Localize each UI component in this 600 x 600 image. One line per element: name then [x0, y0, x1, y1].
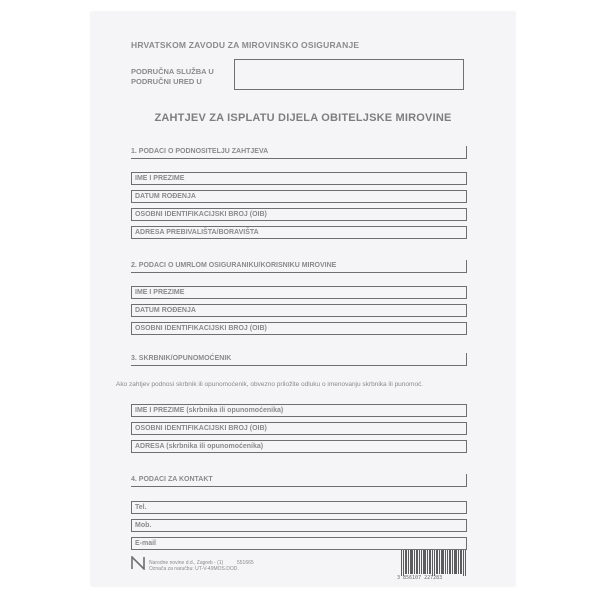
publisher-logo-icon	[131, 556, 145, 570]
section-3-heading: 3. SKRBNIK/OPUNOMOĆENIK	[131, 353, 467, 366]
deceased-oib-field[interactable]: OSOBNI IDENTIFIKACIJSKI BROJ (OIB)	[131, 322, 467, 335]
branch-label-line2: PODRUČNI URED U	[131, 77, 202, 86]
deceased-name-field[interactable]: IME I PREZIME	[131, 286, 467, 299]
form-title: ZAHTJEV ZA ISPLATU DIJELA OBITELJSKE MIROVINE	[154, 112, 452, 124]
contact-email-field[interactable]: E-mail	[131, 537, 467, 550]
applicant-address-field[interactable]: ADRESA PREBIVALIŠTA/BORAVIŠTA	[131, 226, 467, 239]
guardian-address-field[interactable]: ADRESA (skrbnika ili opunomoćenika)	[131, 440, 467, 453]
barcode-icon	[401, 550, 467, 576]
deceased-birthdate-field[interactable]: DATUM ROĐENJA	[131, 304, 467, 317]
branch-label	[131, 67, 214, 87]
applicant-birthdate-field[interactable]: DATUM ROĐENJA	[131, 190, 467, 203]
section-2-heading: 2. PODACI O UMRLOM OSIGURANIKU/KORISNIKU MIROVINE	[131, 260, 467, 273]
form-sheet	[91, 12, 515, 586]
branch-label-line1: PODRUČNA SLUŽBA U	[131, 67, 214, 76]
authority-name: HRVATSKOM ZAVODU ZA MIROVINSKO OSIGURANJE	[131, 40, 360, 50]
contact-mob-field[interactable]: Mob.	[131, 519, 467, 532]
section-1-heading: 1. PODACI O PODNOSITELJU ZAHTJEVA	[131, 146, 467, 159]
applicant-name-field[interactable]: IME I PREZIME	[131, 172, 467, 185]
guardian-note: Ako zahtjev podnosi skrbnik ili opunomoćenik, obvezno priložite odluku o imenovanju skrbnika ili punomoć.	[116, 381, 424, 388]
section-4-heading: 4. PODACI ZA KONTAKT	[131, 474, 467, 487]
publisher-code: 551665	[237, 560, 254, 566]
publisher-line1: Narodne novine d.d., Zagreb - (1)	[149, 560, 224, 566]
contact-tel-field[interactable]: Tel.	[131, 501, 467, 514]
guardian-name-field[interactable]: IME I PREZIME (skrbnika ili opunomoćenika)	[131, 404, 467, 417]
publisher-line2: Označa za naručbu: UT-V-49MOS.DOD.	[149, 566, 239, 572]
guardian-oib-field[interactable]: OSOBNI IDENTIFIKACIJSKI BROJ (OIB)	[131, 422, 467, 435]
applicant-oib-field[interactable]: OSOBNI IDENTIFIKACIJSKI BROJ (OIB)	[131, 208, 467, 221]
publisher-info	[149, 560, 254, 572]
branch-input[interactable]	[234, 59, 464, 90]
barcode-digits: 3 856107 227283	[397, 575, 443, 581]
